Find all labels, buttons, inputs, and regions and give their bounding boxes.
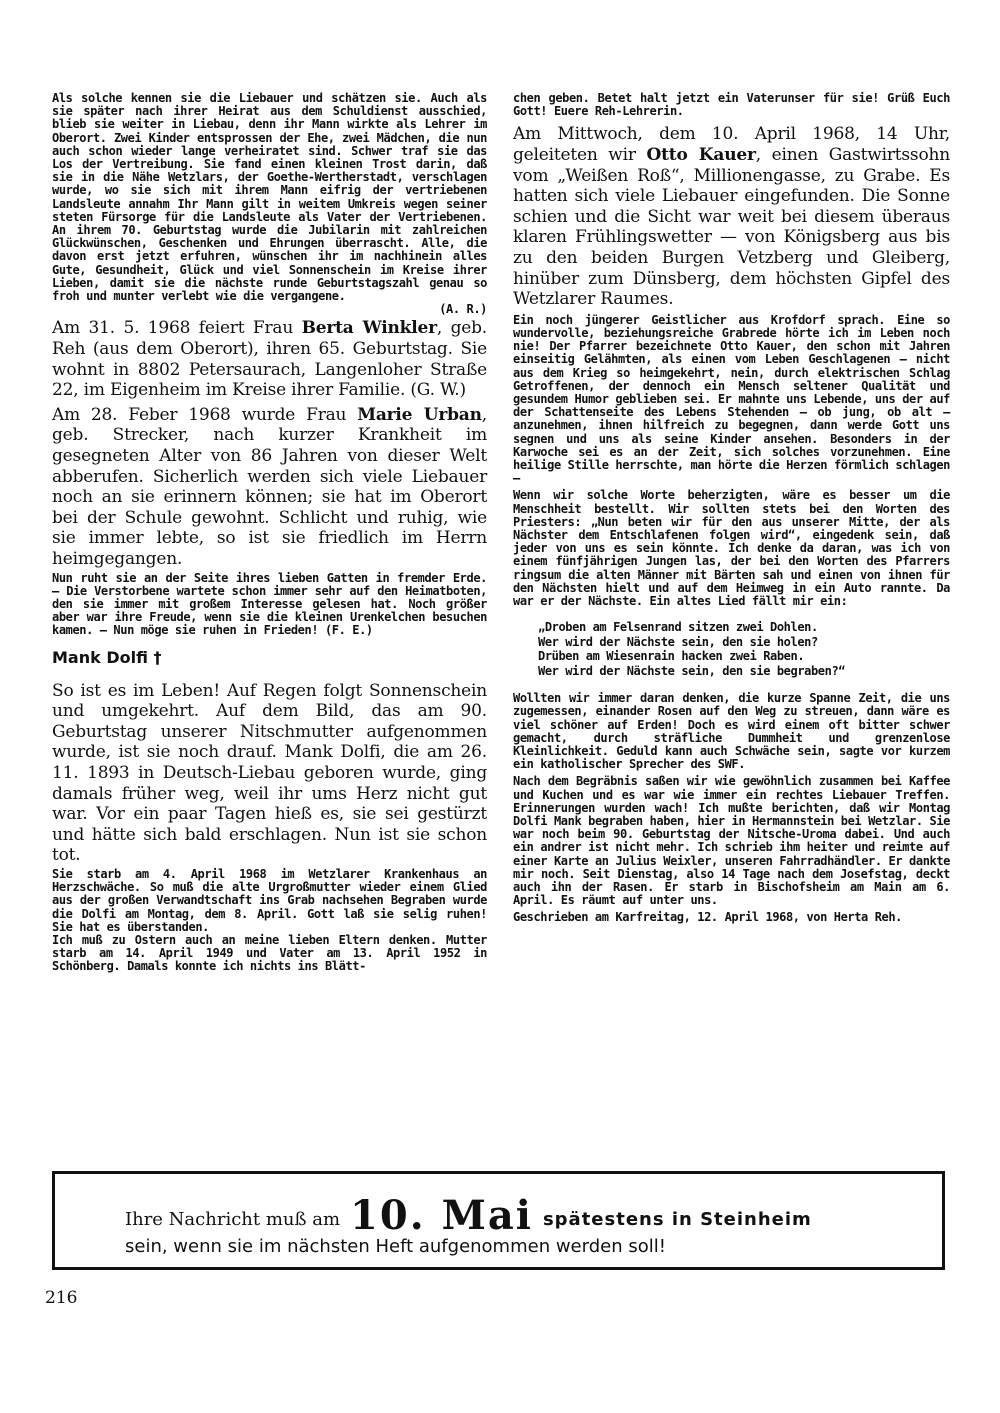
poem-line: Wer wird der Nächste sein, den sie holen? [538,634,818,649]
notice-deadline-date: 10. Mai [350,1192,533,1239]
text-fragment: , einen Gastwirtssohn vom „Weißen Roß“, Millionengasse, zu Grabe. Es hatten sich viele Liebauer eingefunden. Die Sonne schien und die Sicht war weit bei diesem überaus klaren Frühlingswetter — von Königsberg aus bis zu den beiden Burgen Vetzberg und Gleiberg, hinüber zum Dünsberg, dem höchsten Gipfel des Wetzlarer Raumes. [513,145,950,310]
left-column [52,92,487,974]
paragraph-marie-urban-rest: Nun ruht sie an der Seite ihres lieben Gatten in fremder Erde. — Die Verstorbene wartete schon immer sehr auf den Heimatboten, den sie immer mit großem Interesse gelesen hat. Noch größer aber war ihre Freude, wenn sie die kleinen Urenkelchen besuchen kamen. — Nun möge sie ruhen in Frieden! (F. E.) [52,570,487,638]
right-column [513,92,950,925]
person-name-otto-kauer: Otto Kauer [646,145,756,165]
paragraph-otto-kauer [513,124,950,309]
paragraph-letter-close: chen geben. Betet halt jetzt ein Vaterunser für sie! Grüß Euch Gott! Euere Reh-Lehrerin. [513,91,950,119]
paragraph-marie-urban [52,405,487,570]
poem-verse [513,620,950,678]
poem-line: Wer wird der Nächste sein, den sie begraben?“ [538,663,846,678]
text-fragment: , geb. Reh (aus dem Oberort), ihren 65. Geburtstag. Sie wohnt in 8802 Petersaurach, Langenloher Straße 22, im Eigenheim im Kreise ihrer Familie. (G. W.) [52,318,488,401]
notice-prefix: Ihre Nachricht muß am [125,1209,341,1230]
paragraph-parents: Ich muß zu Ostern auch an meine lieben Eltern denken. Mutter starb am 14. April 1949 und Vater am 13. April 1952 in Schönberg. Damals konnte ich nichts ins Blätt- [52,932,487,974]
paragraph-berta-winkler [52,318,487,400]
notice-line-2: sein, wenn sie im nächsten Heft aufgenommen werden soll! [125,1236,666,1257]
paragraph-roses: Wollten wir immer daran denken, die kurze Spanne Zeit, die uns zugemessen, einander Rosen auf den Weg zu streuen, dann wäre es viel schöner auf Erden! Doch es wird einem oft bitter schwer gemacht, durch sträfliche Dummheit und grenzenlose Kleinlichkeit. Geduld kann auch Schwäche sein, sagte vor kurzem ein katholischer Sprecher des SWF. [513,691,950,772]
person-name-berta-winkler: Berta Winkler [301,318,437,339]
signature-ar: (A. R.) [439,302,487,317]
text-fragment: Am 31. 5. 1968 feiert Frau [52,318,302,339]
text-fragment: Am Mittwoch, dem 10. April 1968, 14 Uhr, geleiteten wir [513,124,950,165]
notice-location: spätestens in Steinheim [542,1209,812,1230]
text-fragment: Am 28. Feber 1968 wurde Frau [52,404,358,425]
deadline-notice-box [52,1171,945,1270]
notice-line-1 [125,1192,812,1239]
paragraph-mank-dolfi-death: Sie starb am 4. April 1968 im Wetzlarer Krankenhaus an Herzschwäche. So muß die alte Urgroßmutter wieder einem Glied aus der großen Verwandtschaft ins Grab nachsehen Begraben wurde die Dolfi am Montag, dem 8. April. Gott laß sie selig ruhen! Sie hat es überstanden. [52,866,487,934]
person-name-marie-urban: Marie Urban [357,404,482,425]
paragraph-reflection: Wenn wir solche Worte beherzigten, wäre es besser um die Menschheit bestellt. Wir sollten stets bei den Worten des Priesters: „Nun beten wir für den aus unserer Mitte, der als Nächster dem Entschlafenen folgen wird“, eingedenk sein, daß jeder von uns es sein könnte. Ich denke da daran, was ich von einem fünfjährigen Jungen las, der bei den Worten des Pfarrers ringsum die alten Männer mit Bärten sah und einen von ihnen für den Nächsten hielt und auf dem Heimweg in ein Auto rannte. Da war er der Nächste. Ein altes Lied fällt mir ein: [513,488,950,609]
poem-line: „Droben am Felsenrand sitzen zwei Dohlen. [538,620,818,635]
paragraph-liebauer-teacher: Als solche kennen sie die Liebauer und schätzen sie. Auch als sie später nach ihrer Heirat aus dem Schuldienst ausschied, blieb sie weiter in Liebau, denn ihr Mann wirkte als Lehrer im Oberort. Zwei Kinder entsprossen der Ehe, zwei Mädchen, die nun auch schon wieder lange verheiratet sind. Schwer traf sie das Los der Vertreibung. Sie fand einen kleinen Trost darin, daß sie in die Nähe Wetzlars, der Goethe-Wertherstadt, verschlagen wurde, wo sie sich mit ihrem Mann eifrig der vertriebenen Landsleute annahm Ihr Mann gilt in weitem Umkreis wegen seiner steten Fürsorge für die Landsleute als Vater der Vertriebenen. An ihrem 70. Geburtstag wurde die Jubilarin mit zahlreichen Glückwünschen, Geschenken und Ehrungen überrascht. Alle, die davon erst jetzt erfuhren, wünschen ihr im nachhinein alles Gute, Gesundheit, Glück und viel Sonnenschein im Kreise ihrer Lieben, damit sie die nächste runde Geburtstagszahl genau so froh und munter verlebt wie die vergangene. [52,91,487,304]
paragraph-signoff: Geschrieben am Karfreitag, 12. April 1968, von Herta Reh. [513,910,903,925]
paragraph-after-funeral: Nach dem Begräbnis saßen wir wie gewöhnlich zusammen bei Kaffee und Kuchen und es war wie immer ein rechtes Liebauer Treffen. Erinnerungen wurden wach! Ich mußte berichten, daß wir Montag Dolfi Mank begraben haben, hier in Hermannstein bei Wetzlar. Sie war noch beim 90. Geburtstag der Nitsche-Uroma dabei. Und auch ein andrer ist nicht mehr. Ich schrieb ihm heiter und reimte auf einer Karte an Julius Weixler, unseren Fahrradhändler. Er dankte mir noch. Seit Dienstag, also 14 Tage nach dem Josefstag, deckt auch ihn der Rasen. Er starb in Bischofsheim am Main am 6. April. Es räumt auf unter uns. [513,774,950,908]
text-fragment: , geb. Strecker, nach kurzer Krankheit im gesegneten Alter von 86 Jahren von dieser Welt abberufen. Sicherlich werden sich viele Liebauer noch an sie erinnern können; sie hat im Oberort bei der Schule gewohnt. Schlicht und ruhig, wie sie immer lebte, so ist sie friedlich im Herrn heimgegangen. [52,404,488,569]
page-number: 216 [45,1288,78,1308]
poem-line: Drüben am Wiesenrain hacken zwei Raben. [538,649,805,664]
paragraph-grave-speech: Ein noch jüngerer Geistlicher aus Krofdorf sprach. Eine so wundervolle, beziehungsreiche Grabrede hörte ich im Leben noch nie! Der Pfarrer bezeichnete Otto Kauer, den schon mit Jahren einseitig Gelähmten, als einen vom Leben Geschlagenen — nicht aus dem Krieg so heimgekehrt, nein, durch elektrischen Schlag Getroffenen, der dennoch ein Mensch seltener Qualität und gesundem Humor geblieben sei. Er mahnte uns Lebende, uns der auf der Schattenseite des Lebens Stehenden — ob jung, ob alt — anzunehmen, ihnen hilfreich zu begegnen, dann werde Gott uns segnen und uns als seine Kinder ansehen. Besonders in der Karwoche sei es an der Zeit, sich solches vorzunehmen. Eine heilige Stille herrschte, man hörte die Herzen förmlich schlagen — [513,312,950,486]
heading-mank-dolfi: Mank Dolfi † [52,647,162,667]
paragraph-mank-dolfi: So ist es im Leben! Auf Regen folgt Sonnenschein und umgekehrt. Auf dem Bild, das am 90. Geburtstag unserer Nitschmutter aufgenommen wurde, ist sie noch drauf. Mank Dolfi, die am 26. 11. 1893 in Deutsch-Liebau geboren wurde, ging damals früher weg, weil ihr ums Herz nicht gut war. Vor ein paar Tagen hieß es, sie sei gestürzt und hätte sich bald erschlagen. Nun ist sie schon tot. [52,680,487,866]
